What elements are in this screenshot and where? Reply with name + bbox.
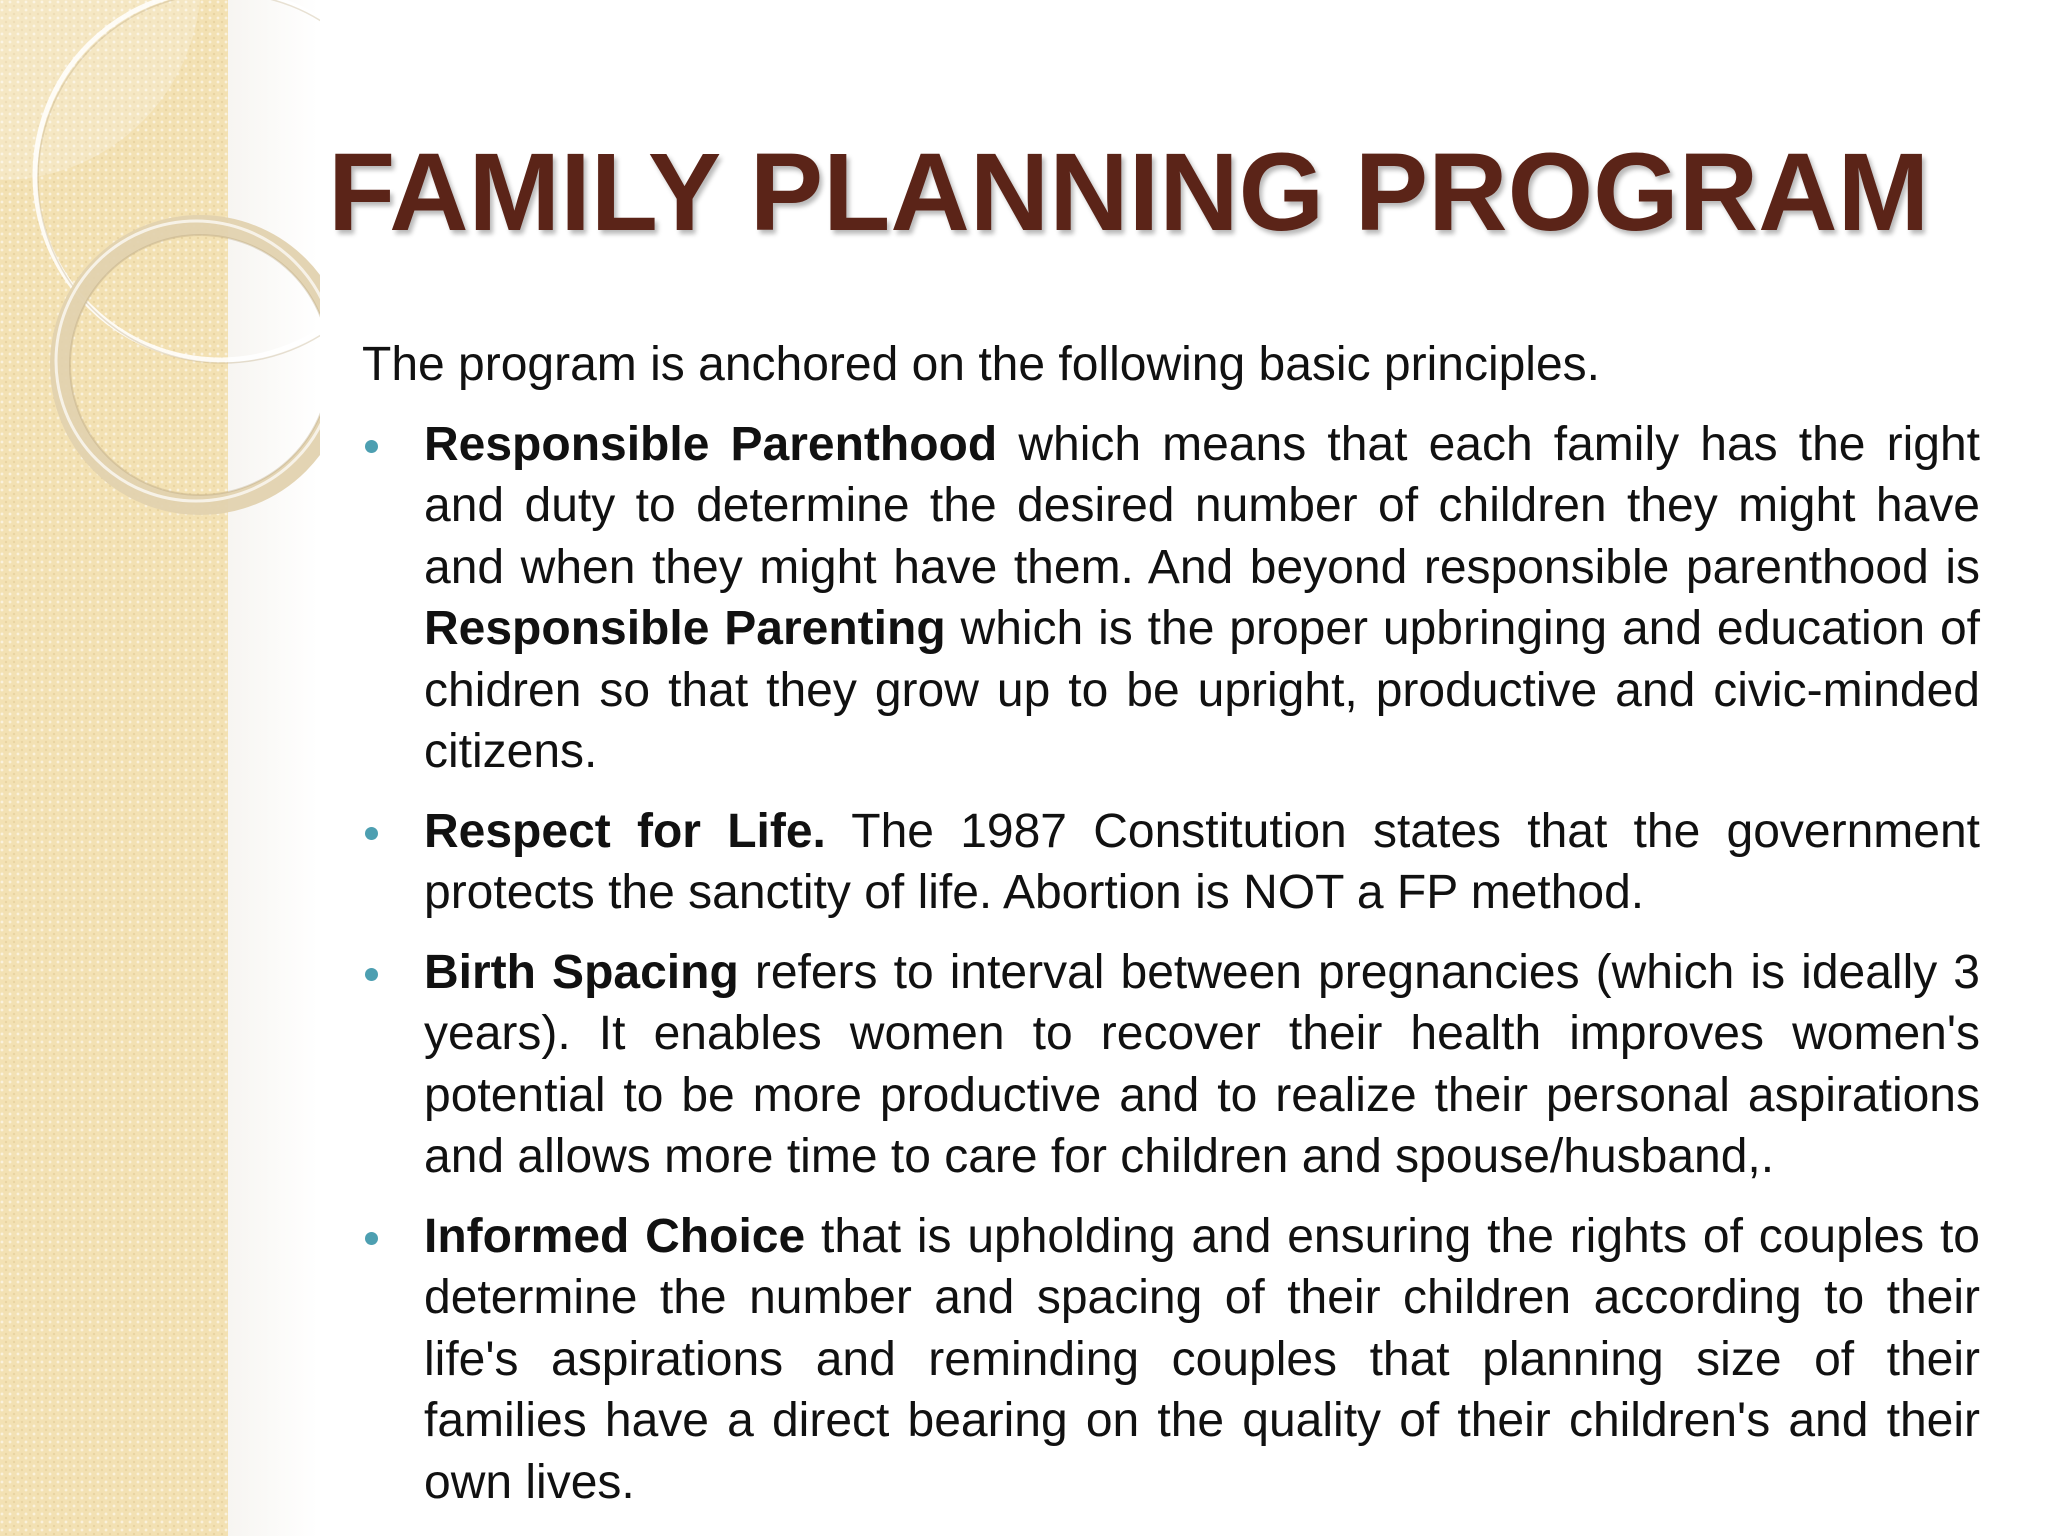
principle-text: which means that each family has the right and duty to determine the desired number of children they might have and when they might have them. And beyond responsible parenthood is	[424, 417, 1980, 594]
intro-text: The program is anchored on the following basic principles.	[362, 338, 1600, 391]
principle-term: Birth Spacing	[424, 945, 739, 999]
slide-title: FAMILY PLANNING PROGRAM	[328, 131, 1930, 254]
principle-informed-choice	[362, 1206, 1980, 1514]
principles-list	[362, 414, 1980, 1514]
principle-text-continued: which is the proper upbringing and education of chidren so that they grow up to be upright, productive and civic-minded citizens.	[424, 602, 1981, 778]
principle-term-secondary: Responsible Parenting	[424, 602, 946, 655]
principle-responsible-parenthood	[362, 414, 1980, 783]
principle-text: that is upholding and ensuring the rights of couples to determine the number and spacing of their children according to their life's aspirations and reminding couples that planning size of their families have a direct bearing on the quality of their children's and their own lives.	[424, 1209, 1981, 1509]
principle-text: refers to interval between pregnancies (which is ideally 3 years). It enables women to recover their health improves women's potential to be more productive and to realize their personal aspirations and allows more time to care for children and spouse/husband,.	[424, 945, 1980, 1183]
principle-text: The 1987 Constitution states that the government protects the sanctity of life. Abortion is NOT a FP method.	[424, 804, 1981, 919]
principle-term: Respect for Life.	[424, 804, 826, 858]
slide-body	[362, 334, 1980, 1531]
principle-term: Responsible Parenthood	[424, 417, 998, 471]
principle-term: Informed Choice	[424, 1209, 806, 1263]
bullet-dot-icon	[365, 1232, 378, 1245]
principle-respect-for-life	[362, 801, 1980, 924]
bullet-dot-icon	[365, 827, 378, 840]
principle-birth-spacing	[362, 942, 1980, 1188]
bullet-dot-icon	[365, 968, 378, 981]
bullet-dot-icon	[365, 440, 378, 453]
decorative-rings-icon	[0, 0, 320, 560]
